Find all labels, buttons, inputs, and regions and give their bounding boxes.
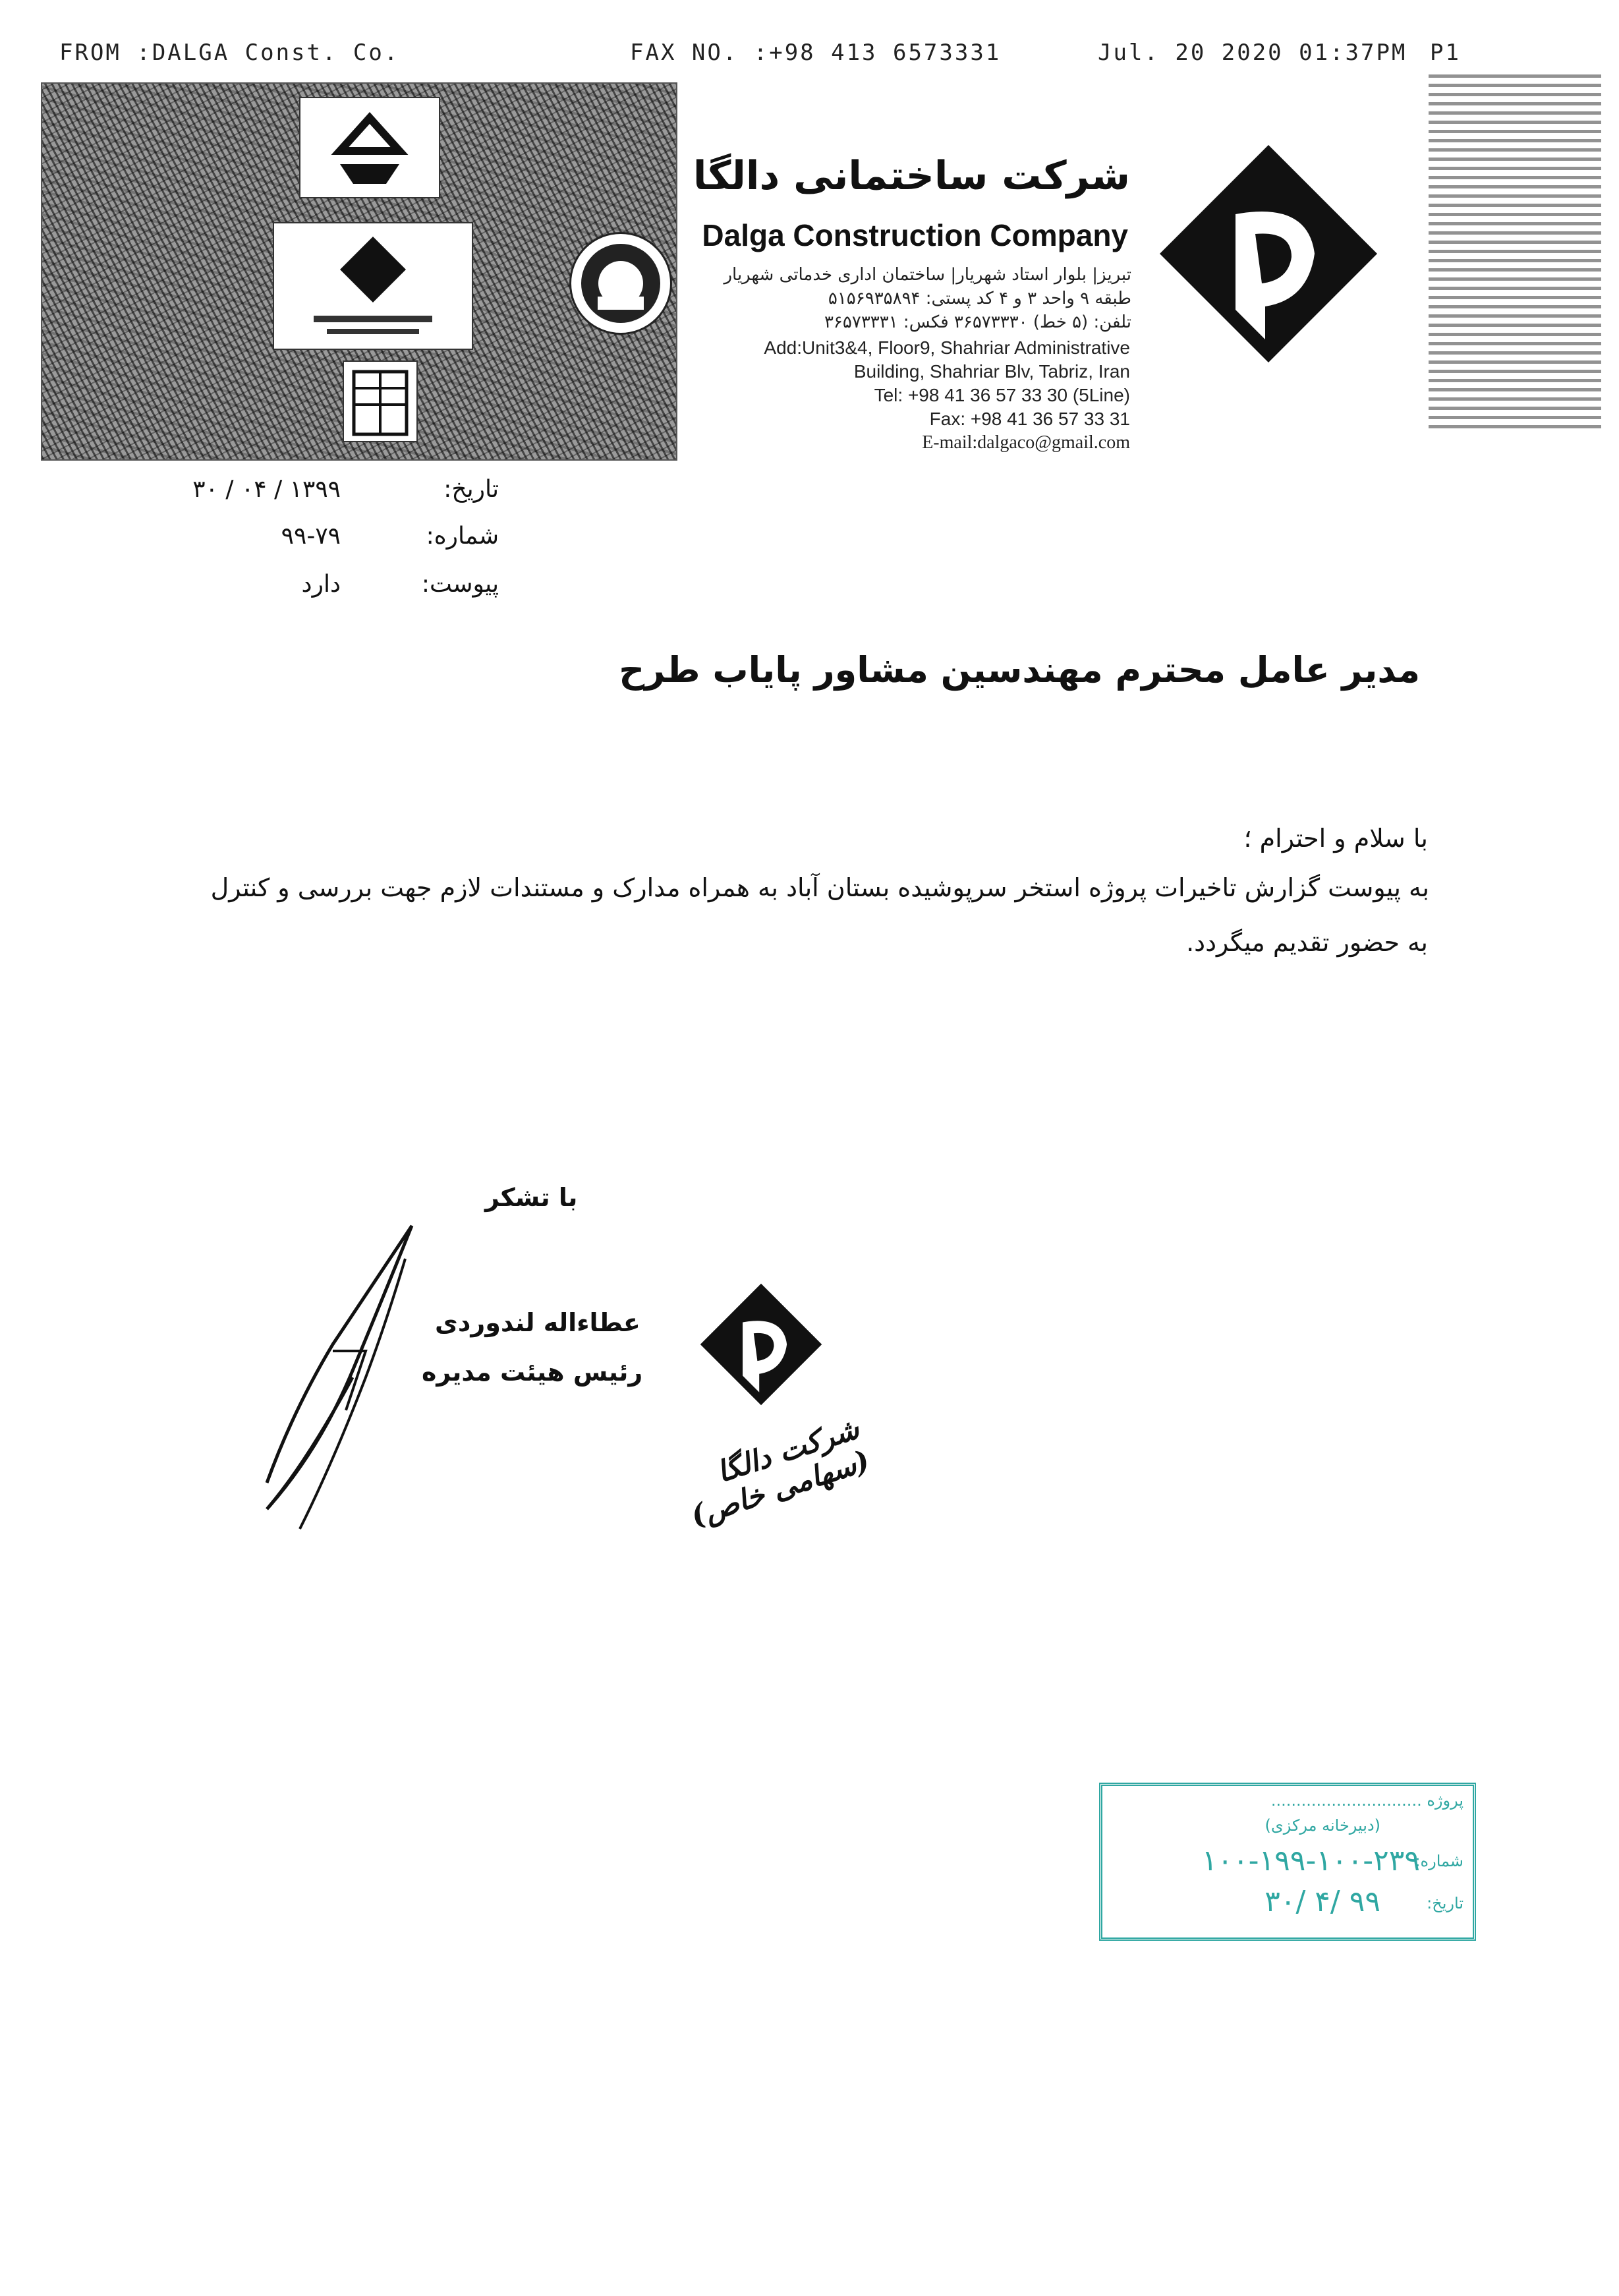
address-fa-line-2: طبقه ۹ واحد ۳ و ۴ کد پستی: ۵۱۵۶۹۳۵۸۹۴ [828,289,1131,308]
company-seal-text: شرکت دالگا (سهامی خاص) [687,1412,874,1534]
fax-line: Fax: +98 41 36 57 33 31 [929,409,1130,429]
scanner-artifact-strip [1429,72,1601,428]
company-name-en: Dalga Construction Company [702,218,1128,252]
association-handshake-logo [299,97,440,198]
iso-certification-seal [569,232,672,335]
handwritten-signature [254,1213,432,1542]
address-fa-line-3: تلفن: (۵ خط) ۳۶۵۷۳۳۳۰ فکس: ۳۶۵۷۳۳۳۱ [824,312,1131,332]
fax-datetime: Jul. 20 2020 01:37PM [1098,40,1407,66]
number-label: شماره: [426,523,499,550]
faxed-badge-area [41,82,677,461]
stamp-number-label: شماره: [1415,1852,1463,1870]
stamp-date-value: ۹۹ /۴ /۳۰ [1264,1885,1380,1918]
company-seal-logo [698,1282,824,1407]
recipient-line: مدیر عامل محترم مهندسین مشاور پایاب طرح [619,649,1420,691]
number-value: ۹۹-۷۹ [281,523,341,550]
tel-line: Tel: +98 41 36 57 33 30 (5Line) [874,385,1130,405]
fax-number: FAX NO. :+98 413 6573331 [630,40,1002,66]
stamp-line-1: پروژه .............................. [1270,1791,1463,1810]
signer-title: رئیس هیئت مدیره [422,1358,643,1387]
stamp-date-label: تاریخ: [1427,1894,1463,1912]
address-en-line-1: Add:Unit3&4, Floor9, Shahriar Administrative [764,337,1130,358]
stamp-line-2: (دبیرخانه مرکزی) [1264,1816,1380,1835]
building-icon [343,360,418,442]
signer-name: عطاءاله لندوردی [435,1308,640,1337]
dalga-logo [1156,142,1380,366]
date-label: تاریخ: [443,476,499,503]
fax-from: FROM :DALGA Const. Co. [59,40,400,66]
engineering-organization-logo [273,222,473,350]
date-value: ۱۳۹۹ / ۰۴ / ۳۰ [192,476,341,503]
closing: با تشکر [485,1183,578,1212]
fax-page: P1 [1430,40,1461,66]
attachment-label: پیوست: [421,571,499,598]
stamp-number-value: ۱۰۰-۱۹۹-۱۰۰-۲۳۹ [1201,1844,1420,1878]
email-line: E-mail:dalgaco@gmail.com [922,432,1130,453]
company-name-fa: شرکت ساختمانی دالگا [693,153,1130,199]
attachment-value: دارد [301,571,341,598]
receipt-stamp [1099,1783,1476,1941]
address-fa-line-1: تبریز| بلوار استاد شهریار| ساختمان اداری خدماتی شهریار [724,265,1131,285]
body-line-2: به حضور تقدیم میگردد. [1186,928,1428,957]
greeting: با سلام و احترام ؛ [1243,824,1428,853]
address-en-line-2: Building, Shahriar Blv, Tabriz, Iran [853,361,1130,382]
body-line-1: به پیوست گزارش تاخیرات پروژه استخر سرپوشیده بستان آباد به همراه مدارک و مستندات لازم جهت بررسی و کنترل [210,873,1429,902]
